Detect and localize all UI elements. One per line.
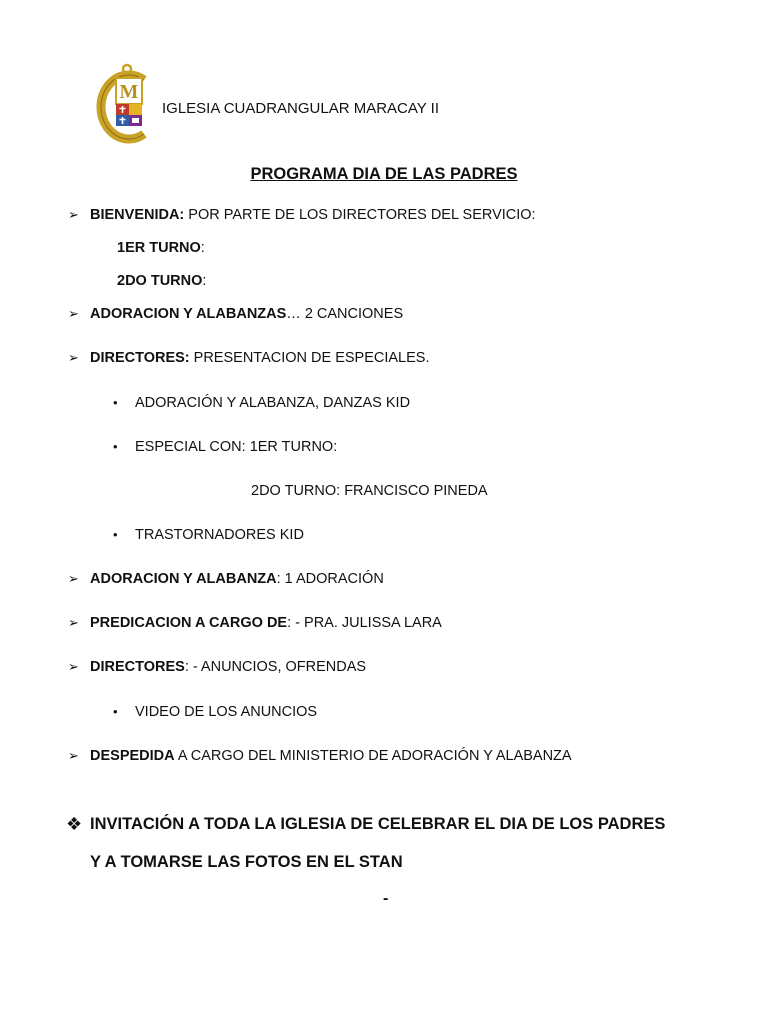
invitation-line-2: Y A TOMARSE LAS FOTOS EN EL STAN xyxy=(90,853,403,871)
item-label: PREDICACION A CARGO DE xyxy=(90,615,288,631)
item-label: DIRECTORES: xyxy=(90,350,190,366)
sub-item-text: ADORACIÓN Y ALABANZA, DANZAS KID xyxy=(135,395,411,411)
item-text: : xyxy=(200,240,205,256)
diamond-bullet-icon: ❖ xyxy=(66,814,83,834)
item-text: : - ANUNCIOS, OFRENDAS xyxy=(184,659,367,675)
item-text: : 1 ADORACIÓN xyxy=(276,571,384,587)
church-logo xyxy=(92,60,154,144)
item-label: DIRECTORES xyxy=(90,659,185,675)
item-text: : xyxy=(202,273,207,289)
item-label: ADORACION Y ALABANZAS xyxy=(90,306,287,322)
item-label: 1ER TURNO xyxy=(117,240,201,256)
church-name: IGLESIA CUADRANGULAR MARACAY II xyxy=(162,100,440,117)
page-title: PROGRAMA DIA DE LAS PADRES xyxy=(250,165,518,183)
item-text: POR PARTE DE LOS DIRECTORES DEL SERVICIO: xyxy=(184,207,536,223)
item-label: BIENVENIDA: xyxy=(90,207,185,223)
item-label: 2DO TURNO xyxy=(117,273,203,289)
list-item xyxy=(117,239,205,257)
sub-item-text: TRASTORNADORES KID xyxy=(135,527,304,543)
dot-bullet-icon: • xyxy=(113,439,118,454)
sub-item-text: ESPECIAL CON: 1ER TURNO: xyxy=(135,439,338,455)
arrow-bullet-icon: ➢ xyxy=(68,207,79,222)
svg-text:M: M xyxy=(119,81,139,103)
arrow-bullet-icon: ➢ xyxy=(68,306,79,321)
item-text: … 2 CANCIONES xyxy=(286,306,404,322)
dot-bullet-icon: • xyxy=(113,395,118,410)
arrow-bullet-icon: ➢ xyxy=(68,659,79,674)
item-text: PRESENTACION DE ESPECIALES. xyxy=(189,350,430,366)
dot-bullet-icon: • xyxy=(113,527,118,542)
arrow-bullet-icon: ➢ xyxy=(68,615,79,630)
sub-item-text: VIDEO DE LOS ANUNCIOS xyxy=(135,704,318,720)
footer-dash: - xyxy=(383,890,389,907)
arrow-bullet-icon: ➢ xyxy=(68,350,79,365)
arrow-bullet-icon: ➢ xyxy=(68,748,79,763)
item-text: A CARGO DEL MINISTERIO DE ADORACIÓN Y ALABANZA xyxy=(174,748,572,764)
invitation-line-1: INVITACIÓN A TODA LA IGLESIA DE CELEBRAR EL DIA DE LOS PADRES xyxy=(90,815,666,833)
item-label: ADORACION Y ALABANZA xyxy=(90,571,277,587)
item-label: DESPEDIDA xyxy=(90,748,175,764)
item-text: : - PRA. JULISSA LARA xyxy=(287,615,442,631)
list-item xyxy=(117,272,206,290)
dot-bullet-icon: • xyxy=(113,704,118,719)
arrow-bullet-icon: ➢ xyxy=(68,571,79,586)
sub-item-continuation: 2DO TURNO: FRANCISCO PINEDA xyxy=(251,483,488,499)
